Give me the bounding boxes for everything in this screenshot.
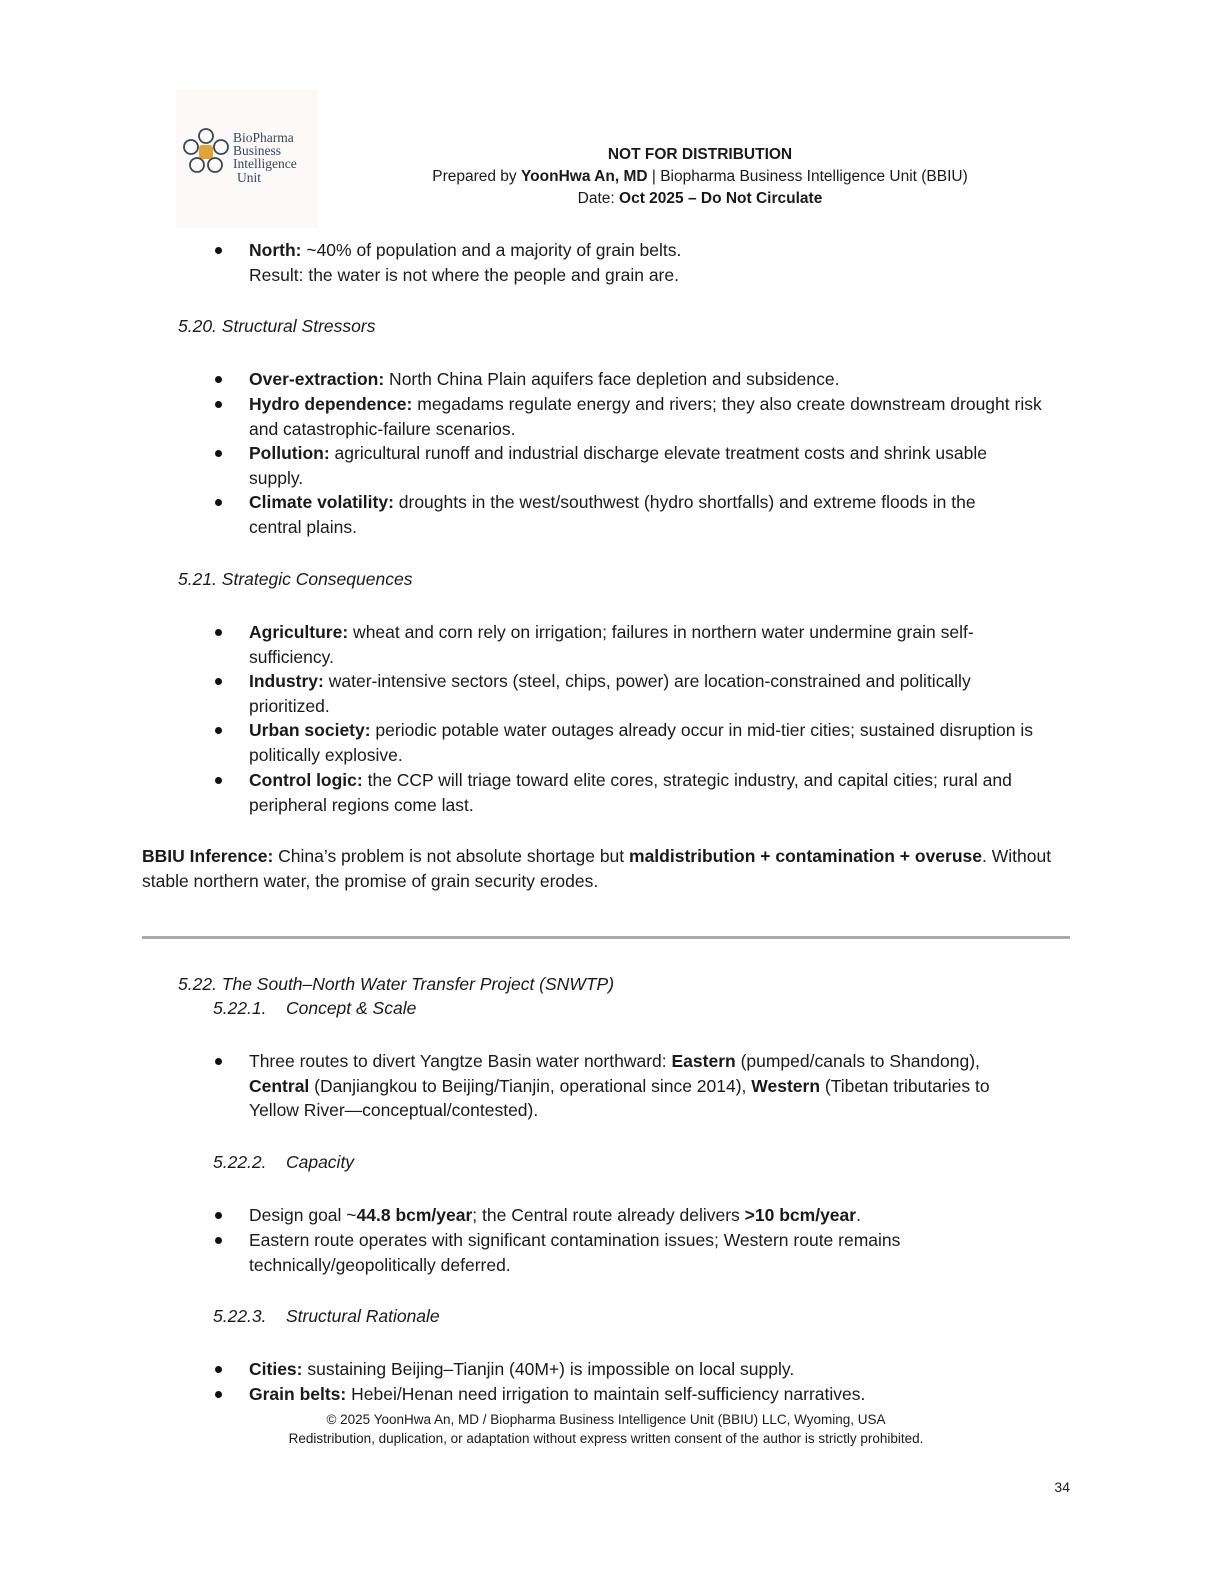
bullet-text: ; the Central route already delivers <box>472 1205 745 1225</box>
bullet-text: politically explosive. <box>249 744 403 765</box>
bullet-text: peripheral regions come last. <box>249 794 474 815</box>
subsection-heading: 5.22.2. Capacity <box>213 1152 355 1172</box>
bullet-text: sufficiency. <box>249 646 334 667</box>
bullet-label: Grain belts: <box>249 1384 347 1404</box>
inference-text: stable northern water, the promise of grain security erodes. <box>142 870 599 891</box>
inference-emphasis: maldistribution + contamination + overuse <box>629 846 982 866</box>
bullet-text: and catastrophic-failure scenarios. <box>249 418 516 439</box>
prepared-by-line <box>400 166 1000 188</box>
capacity-value: 44.8 bcm/year <box>356 1205 473 1225</box>
date-line <box>400 188 1000 210</box>
bullet-label: Agriculture: <box>249 622 349 642</box>
bullet-icon <box>215 1366 222 1373</box>
bullet-text: agricultural runoff and industrial discharge elevate treatment costs and shrink usable <box>329 443 987 463</box>
bullet-icon <box>215 1212 222 1219</box>
inference-text: . Without <box>982 846 1052 866</box>
page-number: 34 <box>1054 1479 1070 1495</box>
bullet-text: sustaining Beijing–Tianjin (40M+) is impossible on local supply. <box>302 1359 795 1379</box>
bullet-text: megadams regulate energy and rivers; they also create downstream drought risk <box>412 394 1042 414</box>
capacity-value: >10 bcm/year <box>744 1205 857 1225</box>
bullet-text: wheat and corn rely on irrigation; failures in northern water undermine grain self- <box>348 622 974 642</box>
copyright-line: © 2025 YoonHwa An, MD / Biopharma Business Intelligence Unit (BBIU) LLC, Wyoming, USA <box>326 1412 886 1427</box>
subsection-heading: 5.22.3. Structural Rationale <box>213 1306 440 1326</box>
route-name: Western <box>751 1075 821 1096</box>
prepared-prefix: Prepared by <box>432 168 521 185</box>
bullet-icon <box>215 499 222 506</box>
inference-label: BBIU Inference: <box>142 846 274 866</box>
distribution-notice: NOT FOR DISTRIBUTION <box>607 146 793 163</box>
bullet-icon <box>215 777 222 784</box>
bullet-text: water-intensive sectors (steel, chips, power) are location-constrained and politically <box>323 671 971 691</box>
bullet-text: technically/geopolitically deferred. <box>249 1254 511 1275</box>
bullet-text: periodic potable water outages already occur in mid-tier cities; sustained disruption is <box>370 720 1033 740</box>
date-value: Oct 2025 – Do Not Circulate <box>619 190 823 207</box>
bullet-text: prioritized. <box>249 695 330 716</box>
bbiu-inference <box>142 844 1051 893</box>
bullet-text: Yellow River—conceptual/contested). <box>249 1100 539 1121</box>
bullet-text: Three routes to divert Yangtze Basin water northward: <box>249 1051 672 1071</box>
section-divider <box>142 936 1070 939</box>
logo-line: Unit <box>237 169 262 185</box>
bullet-icon <box>215 727 222 734</box>
bullet-label: Cities: <box>249 1359 303 1379</box>
bullet-text: Result: the water is not where the people and grain are. <box>249 264 679 285</box>
bullet-text: central plains. <box>249 516 357 537</box>
bullet-text: Hebei/Henan need irrigation to maintain self-sufficiency narratives. <box>346 1384 866 1404</box>
pentagon-circles-logo-icon <box>182 128 230 176</box>
logo-line: Intelligence <box>233 156 297 172</box>
bullet-label: Climate volatility: <box>249 492 394 512</box>
logo-wordmark <box>233 131 313 184</box>
route-name: Eastern <box>671 1051 736 1071</box>
inference-text: China’s problem is not absolute shortage but <box>273 846 630 866</box>
bullet-icon <box>215 678 222 685</box>
bullet-text: ~40% of population and a majority of grain belts. <box>301 240 682 260</box>
bullet-text: Eastern route operates with significant contamination issues; Western route remains <box>249 1230 901 1250</box>
bullet-label: Urban society: <box>249 720 371 740</box>
bullet-text: (Danjiangkou to Beijing/Tianjin, operational since 2014), <box>309 1075 752 1096</box>
section-heading: 5.20. Structural Stressors <box>178 316 376 336</box>
bullet-icon <box>215 629 222 636</box>
bullet-label: Control logic: <box>249 770 363 790</box>
bullet-text: North China Plain aquifers face depletion and subsidence. <box>384 369 840 389</box>
section-heading: 5.22. The South–North Water Transfer Project (SNWTP) <box>178 974 615 994</box>
bullet-text: the CCP will triage toward elite cores, strategic industry, and capital cities; rural and <box>362 770 1012 790</box>
bullet-icon <box>215 376 222 383</box>
bullet-label: Industry: <box>249 671 324 691</box>
subsection-heading: 5.22.1. Concept & Scale <box>213 998 417 1018</box>
bullet-icon <box>215 450 222 457</box>
logo-line: Business <box>233 143 282 159</box>
bullet-text: droughts in the west/southwest (hydro shortfalls) and extreme floods in the <box>393 492 976 512</box>
bullet-label: North: <box>249 240 302 260</box>
organization: | Biopharma Business Intelligence Unit (BBIU) <box>647 168 968 185</box>
document-header <box>400 144 1000 210</box>
bullet-icon <box>215 401 222 408</box>
bullet-icon <box>215 247 222 254</box>
bullet-text: supply. <box>249 467 304 488</box>
bullet-label: Over-extraction: <box>249 369 385 389</box>
bullet-icon <box>215 1237 222 1244</box>
bullet-text: . <box>856 1205 861 1225</box>
author-name: YoonHwa An, MD <box>520 168 648 185</box>
bullet-icon <box>215 1058 222 1065</box>
logo-line: BioPharma <box>233 130 294 145</box>
section-heading: 5.21. Strategic Consequences <box>178 569 413 589</box>
bullet-label: Hydro dependence: <box>249 394 413 414</box>
bullet-icon <box>215 1391 222 1398</box>
redistribution-notice: Redistribution, duplication, or adaptation without express written consent of the author is strictly prohibited. <box>288 1431 924 1446</box>
bullet-text: (Tibetan tributaries to <box>820 1075 990 1096</box>
bullet-text: (pumped/canals to Shandong), <box>735 1051 980 1071</box>
route-name: Central <box>249 1075 310 1096</box>
date-prefix: Date: <box>577 190 620 207</box>
bullet-text: Design goal ~ <box>249 1205 357 1225</box>
page-footer <box>150 1410 1062 1448</box>
bullet-label: Pollution: <box>249 443 330 463</box>
